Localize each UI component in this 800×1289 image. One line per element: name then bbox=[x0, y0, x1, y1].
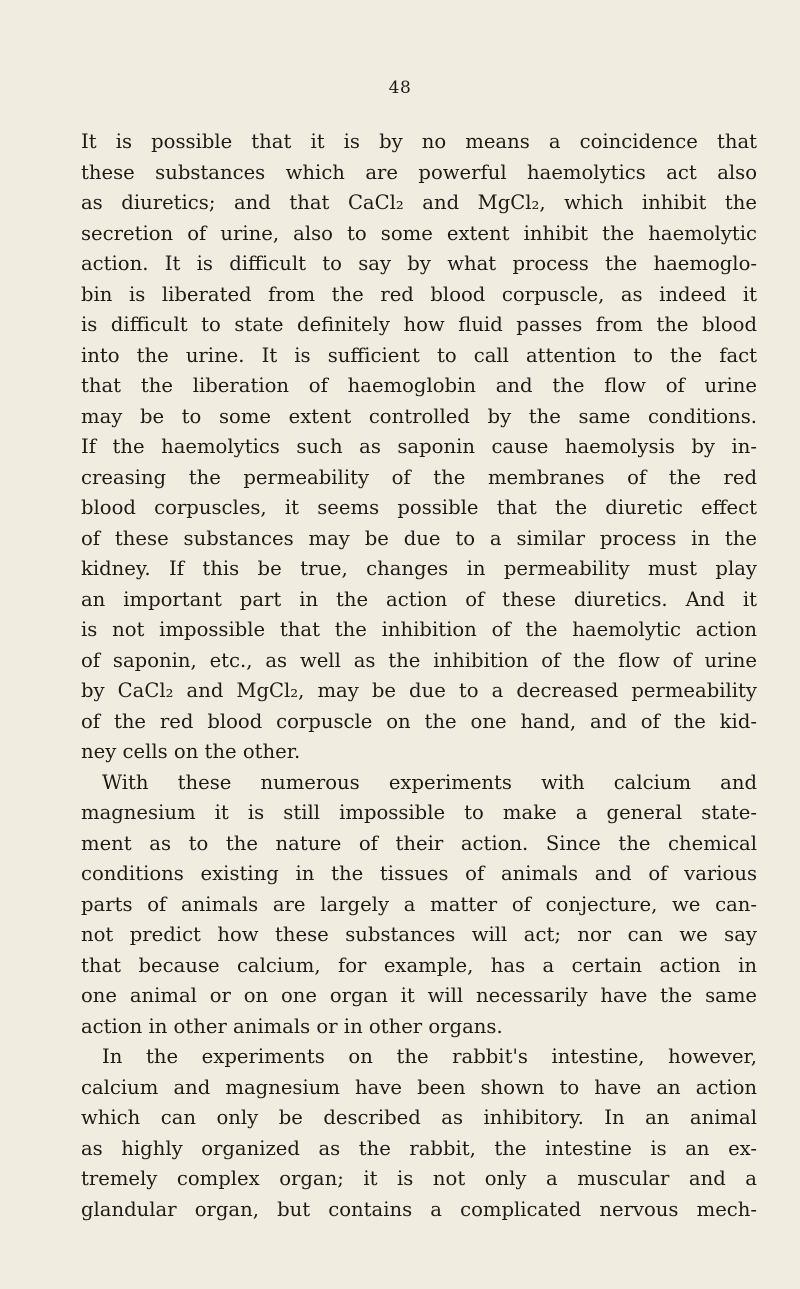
text-line: not predict how these substances will act; nor can we say bbox=[81, 923, 757, 946]
text-line: is not impossible that the inhibition of the haemolytic action bbox=[81, 618, 757, 641]
text-line: creasing the permeability of the membranes of the red bbox=[81, 465, 757, 489]
text-line: that the liberation of haemoglobin and the flow of urine bbox=[81, 374, 757, 397]
text-line: It is possible that it is by no means a coincidence that bbox=[81, 130, 757, 153]
page-number: 48 bbox=[388, 78, 412, 98]
text-line: by CaCl₂ and MgCl₂, may be due to a decreased permeability bbox=[81, 679, 757, 702]
text-line: as highly organized as the rabbit, the intestine is an ex- bbox=[81, 1136, 757, 1160]
body-text bbox=[81, 127, 757, 1225]
text-line: kidney. If this be true, changes in permeability must play bbox=[81, 557, 757, 580]
text-line: blood corpuscles, it seems possible that the diuretic effect bbox=[81, 496, 757, 519]
text-line: is difficult to state definitely how fluid passes from the blood bbox=[81, 313, 757, 336]
text-line: action. It is difficult to say by what process the haemoglo- bbox=[81, 252, 757, 275]
text-line: glandular organ, but contains a complicated nervous mech- bbox=[81, 1197, 757, 1221]
text-line: tremely complex organ; it is not only a muscular and a bbox=[81, 1167, 757, 1190]
text-line: as diuretics; and that CaCl₂ and MgCl₂, which inhibit the bbox=[81, 191, 757, 214]
paragraph-end-line: ney cells on the other. bbox=[81, 740, 301, 763]
paragraph-end-line: action in other animals or in other organs. bbox=[81, 1014, 503, 1038]
text-line: of these substances may be due to a similar process in the bbox=[81, 526, 757, 550]
paragraph-start-line: With these numerous experiments with calcium and bbox=[102, 770, 757, 794]
text-line: If the haemolytics such as saponin cause haemolysis by in- bbox=[81, 435, 757, 458]
text-line: calcium and magnesium have been shown to have an action bbox=[81, 1075, 757, 1099]
text-line: conditions existing in the tissues of animals and of various bbox=[81, 862, 757, 885]
text-line: may be to some extent controlled by the same conditions. bbox=[81, 404, 757, 428]
text-line: into the urine. It is sufficient to call attention to the fact bbox=[81, 343, 757, 367]
text-line: one animal or on one organ it will necessarily have the same bbox=[81, 984, 757, 1007]
text-line: ment as to the nature of their action. Since the chemical bbox=[81, 831, 757, 855]
text-line: of the red blood corpuscle on the one hand, and of the kid- bbox=[81, 709, 757, 733]
text-line: these substances which are powerful haemolytics act also bbox=[81, 160, 757, 184]
text-line: magnesium it is still impossible to make a general state- bbox=[81, 801, 757, 824]
text-line: which can only be described as inhibitory. In an animal bbox=[81, 1106, 757, 1129]
text-line: parts of animals are largely a matter of conjecture, we can- bbox=[81, 892, 757, 916]
text-line: secretion of urine, also to some extent inhibit the haemolytic bbox=[81, 221, 757, 245]
text-line: an important part in the action of these diuretics. And it bbox=[81, 587, 757, 611]
text-line: bin is liberated from the red blood corpuscle, as indeed it bbox=[81, 282, 757, 306]
paragraph-start-line: In the experiments on the rabbit's intestine, however, bbox=[102, 1045, 757, 1068]
text-line: of saponin, etc., as well as the inhibition of the flow of urine bbox=[81, 648, 757, 672]
text-line: that because calcium, for example, has a certain action in bbox=[81, 953, 757, 977]
